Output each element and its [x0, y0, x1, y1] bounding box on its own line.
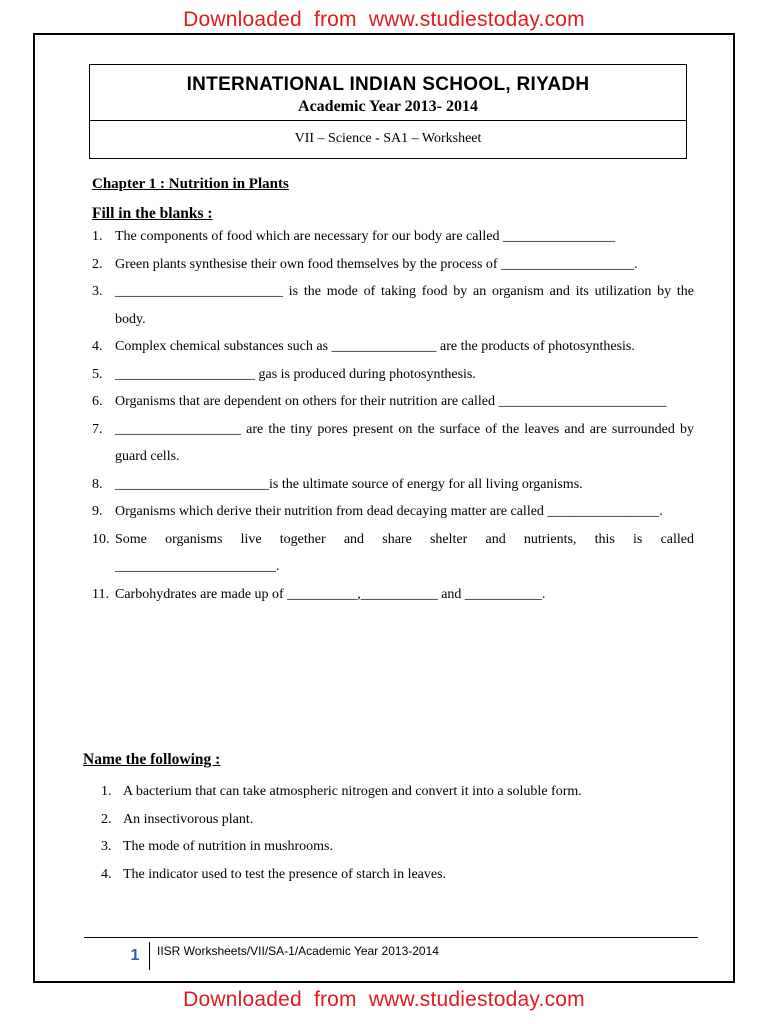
- item-number: 10.: [92, 531, 110, 547]
- fill-item: [92, 251, 694, 279]
- item-text: A bacterium that can take atmospheric nitrogen and convert it into a soluble form.: [123, 784, 582, 799]
- item-text: ________________________ is the mode of taking food by an organism and its utilization by the body.: [115, 284, 694, 327]
- fill-blanks-title: Fill in the blanks :: [92, 205, 213, 222]
- fill-item: [92, 526, 694, 581]
- name-item: [101, 778, 691, 806]
- fill-item: [92, 278, 694, 333]
- academic-year: Academic Year 2013- 2014: [298, 98, 478, 115]
- school-name: INTERNATIONAL INDIAN SCHOOL, RIYADH: [186, 74, 590, 95]
- fill-item: [92, 388, 694, 416]
- item-text: ____________________ gas is produced during photosynthesis.: [115, 366, 476, 382]
- item-number: 2.: [92, 256, 103, 272]
- fill-item: [92, 361, 694, 389]
- item-text: Green plants synthesise their own food themselves by the process of ___________________.: [115, 256, 638, 272]
- item-number: 3.: [101, 839, 112, 854]
- fill-item: [92, 223, 694, 251]
- fill-item: [92, 333, 694, 361]
- item-number: 11.: [92, 586, 109, 602]
- watermark-top: Downloaded from www.studiestoday.com: [183, 8, 585, 31]
- item-text: __________________ are the tiny pores present on the surface of the leaves and are surrounded by guard cells.: [115, 421, 694, 464]
- footer-text: IISR Worksheets/VII/SA-1/Academic Year 2013-2014: [157, 944, 439, 958]
- fill-item: [92, 581, 694, 609]
- watermark-bottom: Downloaded from www.studiestoday.com: [183, 988, 585, 1011]
- header-box: [89, 64, 687, 159]
- fill-item: [92, 471, 694, 499]
- item-number: 6.: [92, 394, 103, 409]
- item-number: 1.: [101, 784, 112, 799]
- name-following-list: [101, 778, 691, 888]
- item-text: An insectivorous plant.: [123, 811, 254, 827]
- item-text: Some organisms live together and share shelter and nutrients, this is called _______________________.: [115, 531, 694, 574]
- item-text: The mode of nutrition in mushrooms.: [123, 839, 333, 854]
- fill-item: [92, 498, 694, 526]
- item-text: Carbohydrates are made up of __________,___________ and ___________.: [115, 586, 546, 602]
- fill-item: [92, 416, 694, 471]
- worksheet-subtitle: VII – Science - SA1 – Worksheet: [294, 131, 482, 146]
- item-number: 3.: [92, 284, 103, 299]
- item-text: Complex chemical substances such as _______________ are the products of photosynthesis.: [115, 339, 635, 354]
- worksheet-content: [92, 176, 694, 608]
- item-number: 7.: [92, 421, 103, 437]
- item-number: 1.: [92, 229, 103, 244]
- chapter-title: Chapter 1 : Nutrition in Plants: [92, 176, 289, 192]
- item-text: The components of food which are necessary for our body are called ________________: [115, 229, 615, 244]
- item-text: Organisms that are dependent on others for their nutrition are called ________________________: [115, 394, 667, 409]
- item-number: 8.: [92, 476, 103, 492]
- item-number: 9.: [92, 504, 103, 519]
- fill-blanks-list: [92, 223, 694, 608]
- item-text: The indicator used to test the presence of starch in leaves.: [123, 866, 447, 882]
- name-following-title: Name the following :: [83, 751, 221, 768]
- item-number: 4.: [101, 866, 112, 882]
- name-item: [101, 833, 691, 861]
- item-number: 2.: [101, 811, 112, 827]
- item-text: Organisms which derive their nutrition from dead decaying matter are called ________________.: [115, 504, 663, 519]
- name-item: [101, 806, 691, 834]
- item-number: 5.: [92, 366, 103, 382]
- header-top: [90, 65, 686, 121]
- item-text: ______________________is the ultimate source of energy for all living organisms.: [115, 476, 583, 492]
- name-item: [101, 861, 691, 889]
- footer-divider: [84, 937, 698, 938]
- item-number: 4.: [92, 339, 103, 354]
- page-number: 1: [121, 942, 150, 970]
